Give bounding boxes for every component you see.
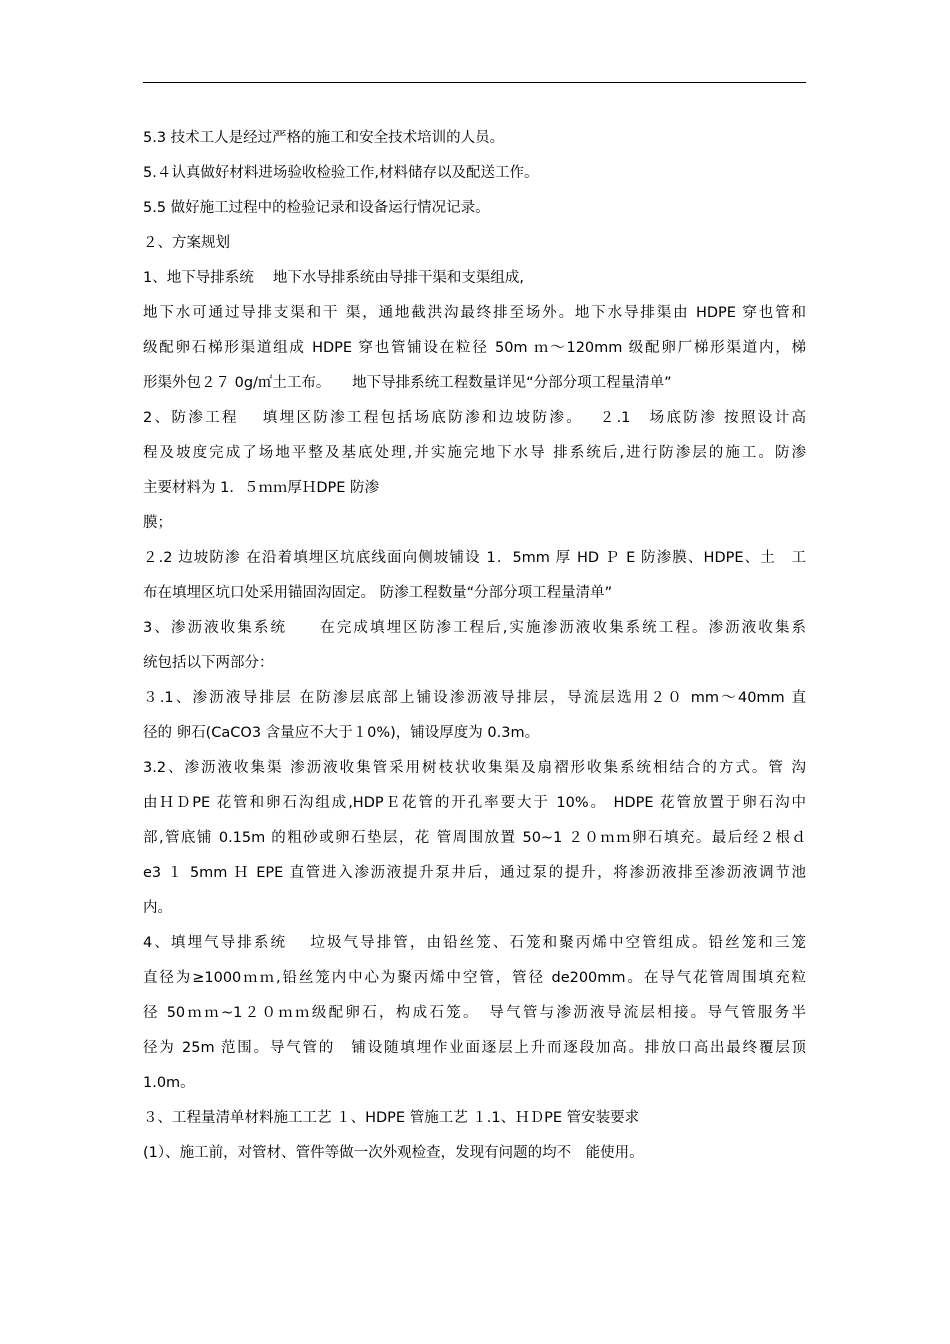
text-line: ２、方案规划 [143,235,230,251]
text-line: 形渠外包２７ 0g/㎡土工布。 地下导排系统工程数量详见“分部分项工程量清单” [143,375,672,391]
text-line: 径的 卵石(CaCO3 含量应不大于１0%)，铺设厚度为 0.3m。 [143,725,540,741]
text-line: 膜； [143,515,172,531]
header-rule [143,82,806,83]
text-line: 5.5 做好施工过程中的检验记录和设备运行情况记录。 [143,200,490,216]
document-body [143,121,806,1171]
text-line: 统包括以下两部分： [143,655,274,671]
text-line: 1.0m。 [143,1075,195,1091]
text-line: ２.2 边坡防渗 在沿着填埋区坑底线面向侧坡铺设 1．5mm 厚 HD Ｐ E 防渗膜、HDPE、土 工 [143,550,806,566]
text-line: 径为 25m 范围。导气管的 铺设随填埋作业面逐层上升而逐段加高。排放口高出最终覆层顶 [143,1040,806,1056]
text-line: 5.3 技术工人是经过严格的施工和安全技术培训的人员。 [143,130,505,146]
text-line: 级配卵石梯形渠道组成 HDPE 穿也管铺设在粒径 50m ｍ～120mm 级配卵厂梯形渠道内，梯 [143,340,806,356]
text-line: ３、工程量清单材料施工工艺 １、HDPE 管施工艺 １.1、ＨＤPE 管安装要求 [143,1110,640,1126]
text-line: 3.2、渗沥液收集渠 渗沥液收集管采用树枝状收集渠及扇褶形收集系统相结合的方式。管 沟 [143,760,806,776]
text-line: 主要材料为 1．５ｍｍ厚ＨDPE 防渗 [143,480,380,496]
text-line: 径 50ｍｍ~1２０ｍｍ级配卵石，构成石笼。 导气管与渗沥液导流层相接。导气管服务半 [143,1005,806,1021]
text-line: ３.1、渗沥液导排层 在防渗层底部上铺设渗沥液导排层，导流层选用２０ mm～40mm 直 [143,690,806,706]
text-line: 4、填埋气导排系统 垃圾气导排管，由铅丝笼、石笼和聚丙烯中空管组成。铅丝笼和三笼 [143,935,806,951]
text-line: 程及坡度完成了场地平整及基底处理,并实施完地下水导 排系统后,进行防渗层的施工。防渗 [143,445,806,461]
text-line: 2、防渗工程 填埋区防渗工程包括场底防渗和边坡防渗。 ２.1 场底防渗 按照设计高 [143,410,806,426]
text-line: 直径为≥1000ｍｍ,铅丝笼内中心为聚丙烯中空管，管径 de200mm。在导气花管周围填充粒 [143,970,806,986]
text-line: (1）、施工前，对管材、管件等做一次外观检查，发现有问题的均不 能使用。 [143,1145,644,1161]
text-line: e3 １ 5mm Ｈ EPE 直管进入渗沥液提升泵井后，通过泵的提升，将渗沥液排至渗沥液调节池 [143,865,806,881]
text-line: 内。 [143,900,172,916]
text-line: 布在填埋区坑口处采用锚固沟固定。 防渗工程数量“分部分项工程量清单” [143,585,613,601]
text-line: 部,管底铺 0.15m 的粗砂或卵石垫层，花 管周围放置 50~1 ２０ｍｍ卵石填充。最后经２根ｄ [143,830,806,846]
text-line: 5.４认真做好材料进场验收检验工作,材料储存以及配送工作。 [143,165,539,181]
text-line: 3、渗沥液收集系统 在完成填埋区防渗工程后,实施渗沥液收集系统工程。渗沥液收集系 [143,620,806,636]
text-line: 1、地下导排系统 地下水导排系统由导排干渠和支渠组成, [143,270,524,286]
text-line: 地下水可通过导排支渠和干 渠，通地截洪沟最终排至场外。地下水导排渠由 HDPE 穿也管和 [143,305,806,321]
text-line: 由ＨＤPE 花管和卵石沟组成,HDPＥ花管的开孔率要大于 10%。 HDPE 花管放置于卵石沟中 [143,795,806,811]
